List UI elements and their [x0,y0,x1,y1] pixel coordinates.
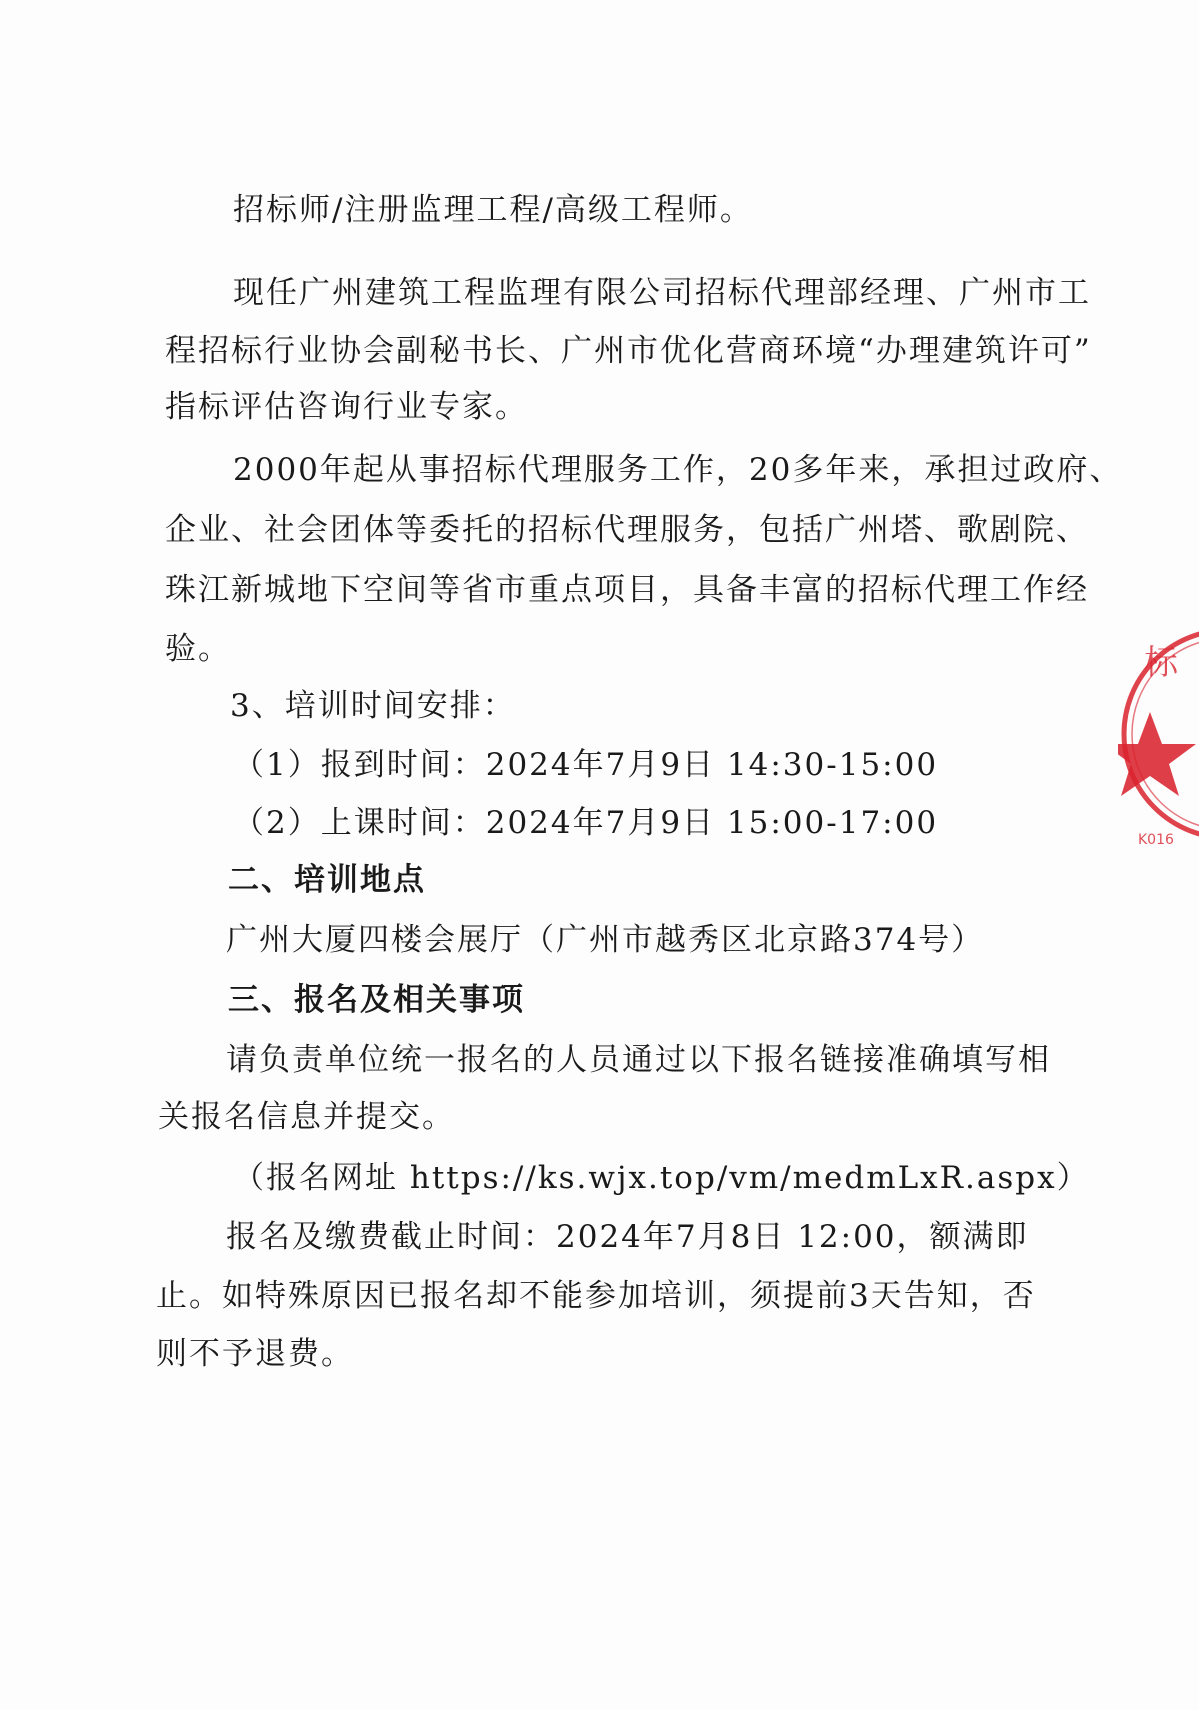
section-training-location-heading: 二、培训地点 [228,862,426,898]
deadline-line-2: 止。如特殊原因已报名却不能参加培训，须提前3天告知，否 [156,1278,1036,1314]
deadline-line-3: 则不予退费。 [156,1336,354,1372]
training-location: 广州大厦四楼会展厅（广州市越秀区北京路374号） [226,922,985,958]
schedule-class: （2）上课时间：2024年7月9日 15:00-17:00 [233,805,939,841]
paragraph-line-7: 珠江新城地下空间等省市重点项目，具备丰富的招标代理工作经 [165,572,1089,608]
section-registration-heading: 三、报名及相关事项 [228,982,525,1018]
seal-top-text: 标 [1144,643,1178,683]
paragraph-line-5: 2000年起从事招标代理服务工作，20多年来，承担过政府、 [233,452,1123,488]
paragraph-line-8: 验。 [165,631,231,667]
paragraph-line-1: 招标师/注册监理工程/高级工程师。 [233,192,753,228]
registration-url[interactable]: （报名网址 https://ks.wjx.top/vm/medmLxR.aspx） [233,1160,1090,1196]
paragraph-line-2: 现任广州建筑工程监理有限公司招标代理部经理、广州市工 [233,275,1091,311]
registration-line-1: 请负责单位统一报名的人员通过以下报名链接准确填写相 [226,1042,1051,1078]
deadline-line-1: 报名及缴费截止时间：2024年7月8日 12:00，额满即 [226,1219,1029,1255]
registration-line-2: 关报名信息并提交。 [158,1099,455,1135]
red-star-seal-icon [1118,616,1199,852]
schedule-checkin: （1）报到时间：2024年7月9日 14:30-15:00 [233,747,939,783]
paragraph-line-4: 指标评估咨询行业专家。 [165,389,528,425]
paragraph-line-3: 程招标行业协会副秘书长、广州市优化营商环境“办理建筑许可” [165,333,1092,369]
seal-bottom-text: K016 [1138,832,1174,848]
paragraph-line-6: 企业、社会团体等委托的招标代理服务，包括广州塔、歌剧院、 [165,512,1089,548]
section-3-heading: 3、培训时间安排： [230,688,516,724]
seal-star-icon [1118,712,1196,796]
